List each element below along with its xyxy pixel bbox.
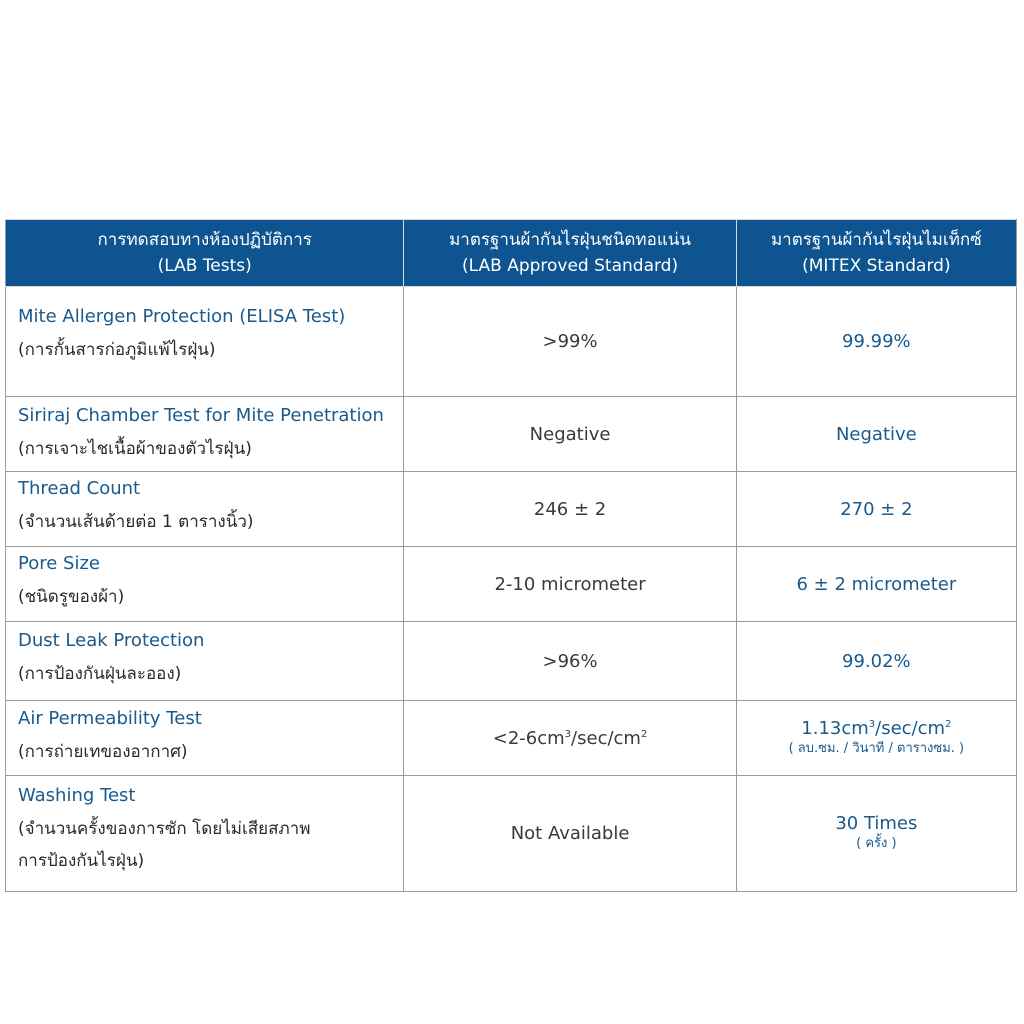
- header-lab-approved-th: มาตรฐานผ้ากันไรฝุ่นชนิดทอแน่น: [449, 230, 692, 250]
- test-name-cell: [6, 547, 404, 622]
- test-name-en: Pore Size: [18, 553, 100, 574]
- test-name-th: (จำนวนเส้นด้ายต่อ 1 ตารางนิ้ว): [18, 512, 254, 532]
- test-name-cell: [6, 701, 404, 776]
- test-name-th-line2: การป้องกันไรฝุ่น): [18, 851, 145, 871]
- mitex-value: 6 ± 2 micrometer: [736, 547, 1016, 622]
- test-name-th: (การถ่ายเทของอากาศ): [18, 742, 188, 762]
- lab-standards-table: [5, 219, 1017, 892]
- header-lab-tests: [6, 220, 404, 287]
- mitex-value: [736, 776, 1016, 892]
- table-row: [6, 287, 1017, 397]
- lab-value: 2-10 micrometer: [404, 547, 736, 622]
- header-row: [6, 220, 1017, 287]
- test-name-cell: [6, 397, 404, 472]
- test-name-cell: [6, 776, 404, 892]
- lab-value: Not Available: [404, 776, 736, 892]
- test-name-en: Dust Leak Protection: [18, 630, 205, 651]
- lab-value-sup-square: 2: [640, 728, 648, 740]
- test-name-th: (การเจาะไชเนื้อผ้าของตัวไรฝุ่น): [18, 439, 252, 459]
- mitex-value-main: 30 Times: [835, 813, 918, 834]
- mitex-value-mid: /sec/cm: [875, 717, 946, 739]
- mitex-unit-note: ( ลบ.ซม. / วินาที / ตารางซม. ): [788, 740, 965, 756]
- mitex-value: 99.02%: [736, 622, 1016, 701]
- header-lab-approved-standard: [404, 220, 736, 287]
- table-row: [6, 547, 1017, 622]
- header-lab-tests-en: (LAB Tests): [157, 256, 252, 276]
- table-header: [6, 220, 1017, 287]
- mitex-value-sup-square: 2: [945, 718, 952, 730]
- test-name-cell: [6, 622, 404, 701]
- test-name-en: Washing Test: [18, 785, 136, 806]
- test-name-th-line1: (จำนวนครั้งของการซัก โดยไม่เสียสภาพ: [18, 819, 311, 839]
- test-name-en: Thread Count: [18, 478, 141, 499]
- mitex-value-sup-cubic: 3: [868, 718, 876, 730]
- test-name-cell: [6, 472, 404, 547]
- header-mitex-standard: [736, 220, 1016, 287]
- lab-value: >99%: [404, 287, 736, 397]
- lab-value-mid: /sec/cm: [571, 727, 641, 749]
- test-name-th: (การกั้นสารก่อภูมิแพ้ไรฝุ่น): [18, 340, 216, 360]
- test-name-en: Mite Allergen Protection (ELISA Test): [18, 306, 346, 327]
- mitex-unit-note: ( ครั้ง ): [856, 836, 897, 851]
- table-row: [6, 701, 1017, 776]
- mitex-value: Negative: [736, 397, 1016, 472]
- test-name-cell: [6, 287, 404, 397]
- table-row: [6, 472, 1017, 547]
- table-body: [6, 287, 1017, 892]
- header-lab-tests-th: การทดสอบทางห้องปฏิบัติการ: [97, 230, 312, 250]
- header-lab-approved-en: (LAB Approved Standard): [462, 256, 679, 276]
- mitex-value: 99.99%: [736, 287, 1016, 397]
- mitex-value-main: 1.13cm: [801, 717, 869, 739]
- test-name-th: (การป้องกันฝุ่นละออง): [18, 664, 182, 684]
- lab-value: >96%: [404, 622, 736, 701]
- test-name-en: Air Permeability Test: [18, 708, 202, 729]
- mitex-value: 270 ± 2: [736, 472, 1016, 547]
- lab-value: Negative: [404, 397, 736, 472]
- lab-value: 246 ± 2: [404, 472, 736, 547]
- table-row: [6, 776, 1017, 892]
- lab-value: [404, 701, 736, 776]
- test-name-en: Siriraj Chamber Test for Mite Penetration: [18, 405, 384, 426]
- header-mitex-th: มาตรฐานผ้ากันไรฝุ่นไมเท็กซ์: [770, 230, 982, 250]
- header-mitex-en: (MITEX Standard): [802, 256, 951, 276]
- lab-value-sup-cubic: 3: [564, 728, 572, 740]
- test-name-th: (ชนิดรูของผ้า): [18, 587, 125, 607]
- table-row: [6, 397, 1017, 472]
- table-row: [6, 622, 1017, 701]
- mitex-value: [736, 701, 1016, 776]
- lab-value-main: <2-6cm: [492, 727, 565, 749]
